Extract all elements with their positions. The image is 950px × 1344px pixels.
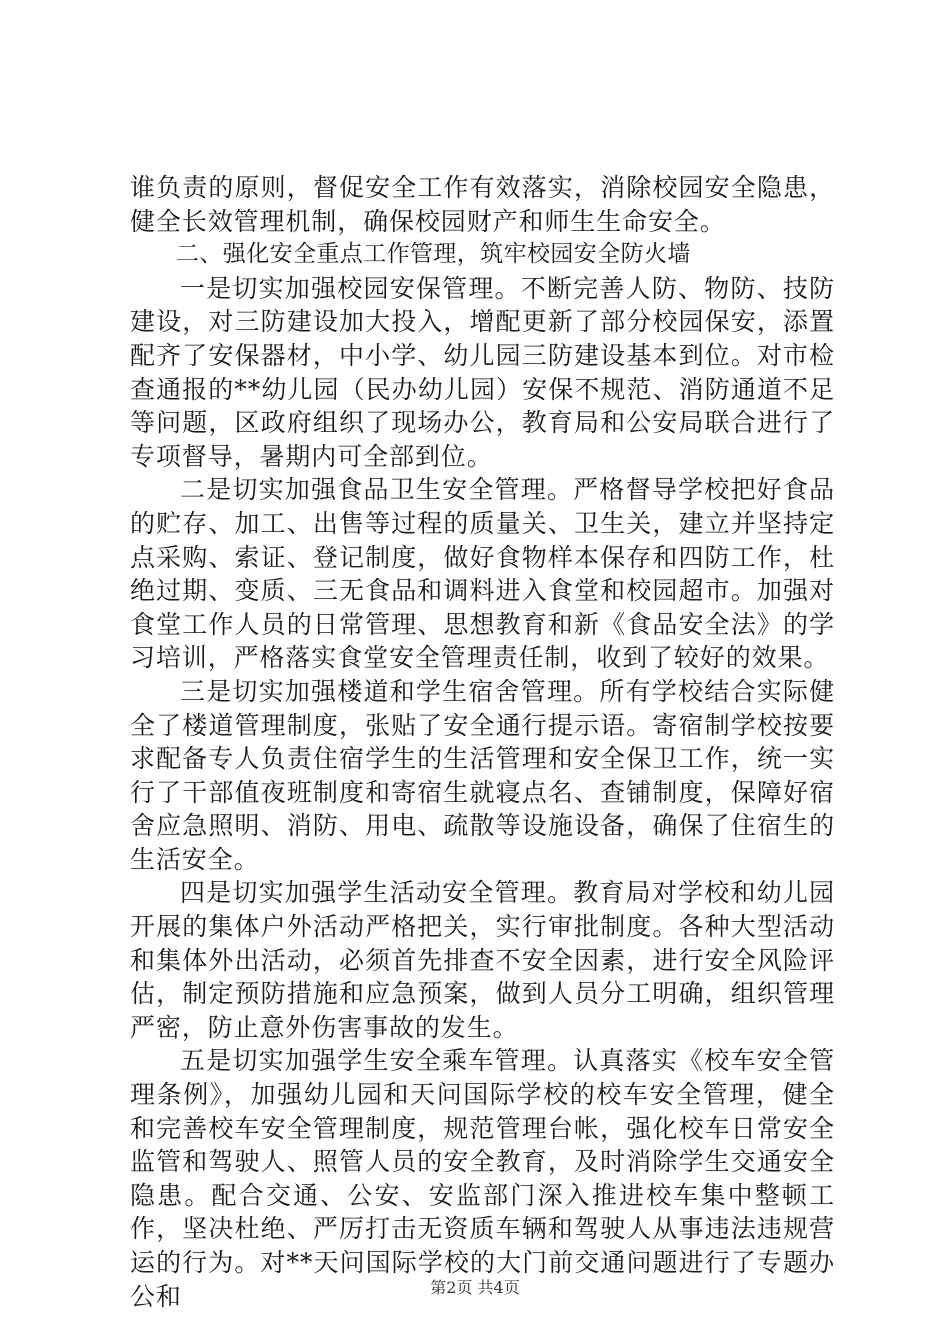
paragraph-campus-security: 一是切实加强校园安保管理。不断完善人防、物防、技防建设，对三防建设加大投入，增配更新了部分校园保安，添置配齐了安保器材，中小学、幼儿园三防建设基本到位。对市检查通报的**幼儿园（民办幼儿园）安保不规范、消防通道不足等问题，区政府组织了现场办公，教育局和公安局联合进行了专项督导，暑期内可全部到位。 bbox=[130, 273, 835, 471]
paragraph-dormitory: 三是切实加强楼道和学生宿舍管理。所有学校结合实际健全了楼道管理制度，张贴了安全通行提示语。寄宿制学校按要求配备专人负责住宿学生的生活管理和安全保卫工作，统一实行了干部值夜班制度和寄宿生就寝点名、查铺制度，保障好宿舍应急照明、消防、用电、疏散等设施设备，确保了住宿生的生活安全。 bbox=[130, 676, 835, 874]
paragraph-continuation: 谁负责的原则，督促安全工作有效落实，消除校园安全隐患，健全长效管理机制，确保校园财产和师生生命安全。 bbox=[130, 173, 835, 236]
document-body bbox=[130, 171, 835, 1313]
section-heading: 二、强化安全重点工作管理，筑牢校园安全防火墙 bbox=[176, 241, 691, 268]
paragraph-student-activities: 四是切实加强学生活动安全管理。教育局对学校和幼儿园开展的集体户外活动严格把关，实行审批制度。各种大型活动和集体外出活动，必须首先排查不安全因素，进行安全风险评估，制定预防措施和应急预案，做到人员分工明确，组织管理严密，防止意外伤害事故的发生。 bbox=[130, 878, 835, 1042]
page-number-footer: 第2页 共4页 bbox=[430, 1278, 520, 1297]
paragraph-school-bus: 五是切实加强学生安全乘车管理。认真落实《校车安全管理条例》，加强幼儿园和天问国际学校的校车安全管理，健全和完善校车安全管理制度，规范管理台帐，强化校车日常安全监管和驾驶人、照管人员的安全教育，及时消除学生交通安全隐患。配合交通、公安、安监部门深入推进校车集中整顿工作，坚决杜绝、严厉打击无资质车辆和驾驶人从事违法违规营运的行为。对**天问国际学校的大门前交通问题进行了专题办公和 bbox=[130, 1046, 835, 1311]
paragraph-food-safety: 二是切实加强食品卫生安全管理。严格督导学校把好食品的贮存、加工、出售等过程的质量关、卫生关，建立并坚持定点采购、索证、登记制度，做好食物样本保存和四防工作，杜绝过期、变质、三无食品和调料进入食堂和校园超市。加强对食堂工作人员的日常管理、思想教育和新《食品安全法》的学习培训，严格落实食堂安全管理责任制，收到了较好的效果。 bbox=[130, 475, 835, 673]
